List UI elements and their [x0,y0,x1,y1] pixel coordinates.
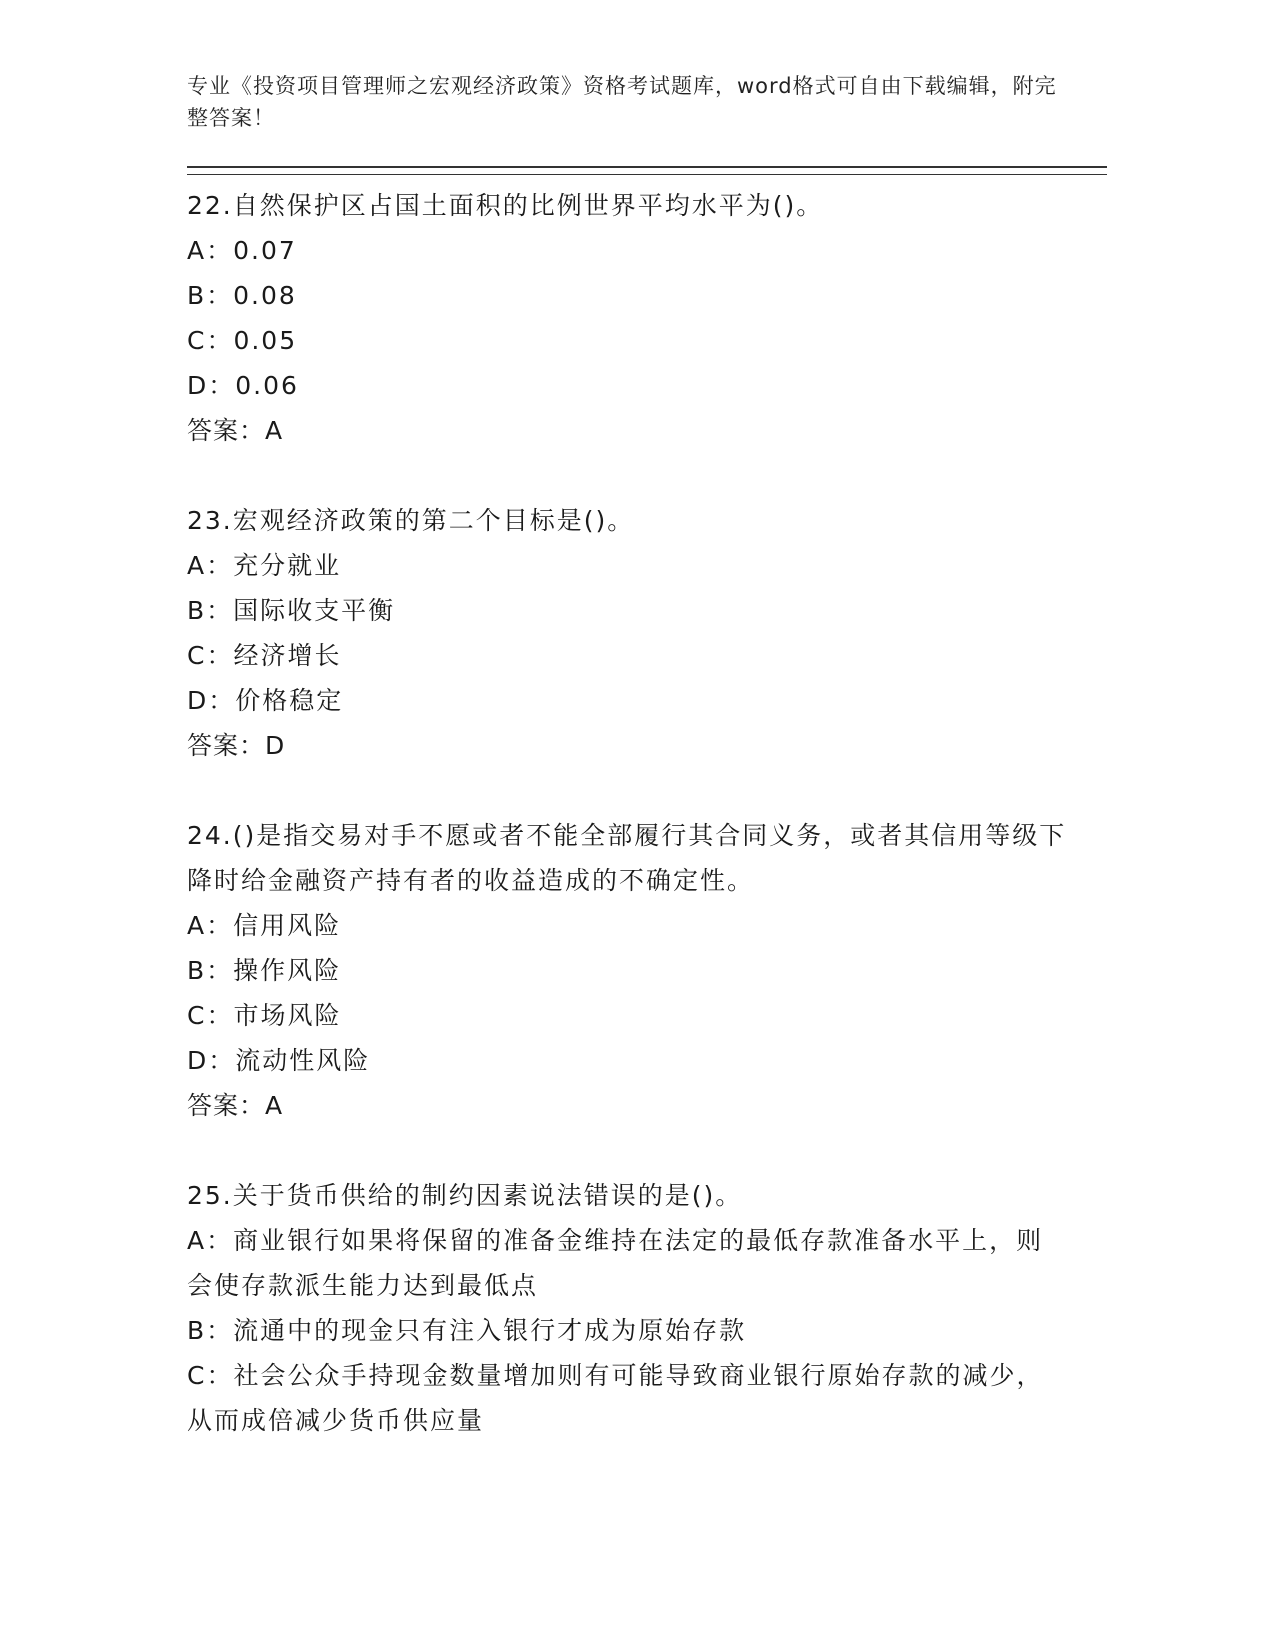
option-c: C：市场风险 [187,1001,342,1030]
option-a: A：0.07 [187,236,297,265]
question-text: 25.关于货币供给的制约因素说法错误的是()。 [187,1181,743,1210]
option-d: D：价格稳定 [187,686,344,715]
answer-line: 答案：D [187,731,286,760]
question-23 [187,498,1067,768]
option-b: B：0.08 [187,281,297,310]
option-c: C：社会公众手持现金数量增加则有可能导致商业银行原始存款的减少，从而成倍减少货币供应量 [187,1361,1044,1435]
answer-line: 答案：A [187,1091,284,1120]
option-c: C：经济增长 [187,641,342,670]
question-24 [187,813,1067,1128]
option-b: B：操作风险 [187,956,342,985]
question-text: 22.自然保护区占国土面积的比例世界平均水平为()。 [187,191,824,220]
option-b: B：国际收支平衡 [187,596,396,625]
option-b: B：流通中的现金只有注入银行才成为原始存款 [187,1316,747,1345]
header-divider [187,166,1107,175]
option-a: A：充分就业 [187,551,342,580]
option-d: D：流动性风险 [187,1046,371,1075]
option-c: C：0.05 [187,326,298,355]
document-header: 专业《投资项目管理师之宏观经济政策》资格考试题库，word格式可自由下载编辑，附完整答案！ [187,74,1057,130]
option-a: A：商业银行如果将保留的准备金维持在法定的最低存款准备水平上，则会使存款派生能力达到最低点 [187,1226,1044,1300]
question-25 [187,1173,1067,1443]
question-text: 24.()是指交易对手不愿或者不能全部履行其合同义务，或者其信用等级下降时给金融资产持有者的收益造成的不确定性。 [187,821,1067,895]
document-page [187,70,1107,1443]
answer-line: 答案：A [187,416,284,445]
option-d: D：0.06 [187,371,299,400]
question-text: 23.宏观经济政策的第二个目标是()。 [187,506,635,535]
option-a: A：信用风险 [187,911,342,940]
question-22 [187,183,1067,453]
